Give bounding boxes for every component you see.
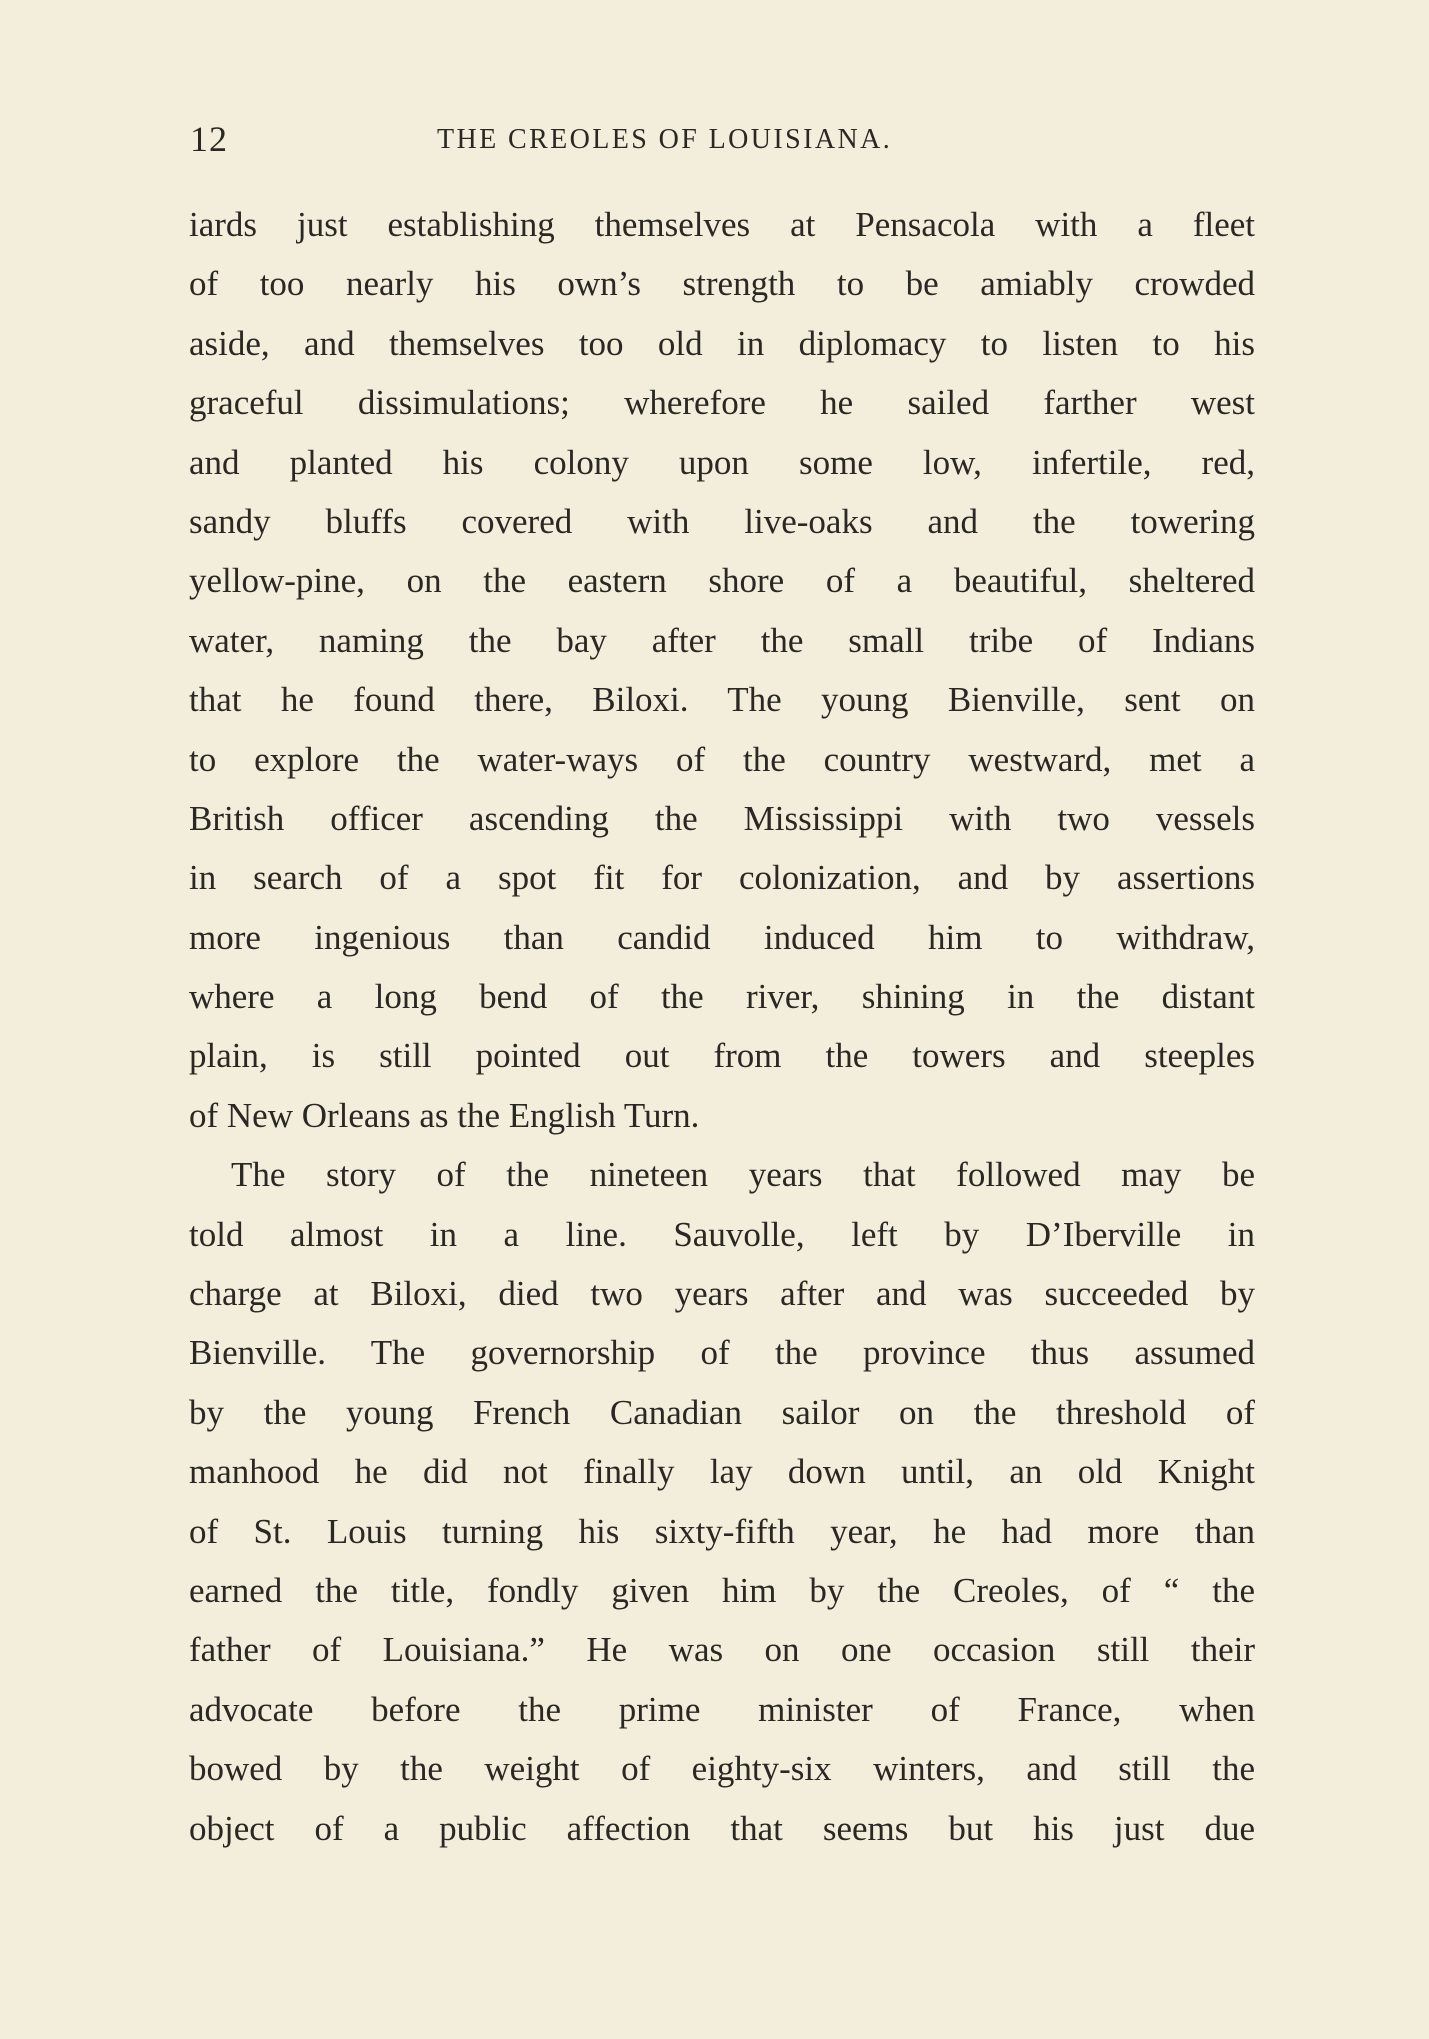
text-line: manhood he did not finally lay down until, an old Knight bbox=[189, 1452, 1255, 1492]
text-line: of too nearly his own’s strength to be amiably crowded bbox=[189, 264, 1255, 304]
text-line: object of a public affection that seems but his just due bbox=[189, 1808, 1255, 1848]
text-line: where a long bend of the river, shining in the distant bbox=[189, 977, 1255, 1017]
text-line: by the young French Canadian sailor on the threshold of bbox=[189, 1392, 1255, 1432]
text-line: iards just establishing themselves at Pensacola with a fleet bbox=[189, 205, 1255, 244]
text-line: more ingenious than candid induced him to withdraw, bbox=[189, 917, 1255, 957]
text-line: to explore the water-ways of the country westward, met a bbox=[189, 739, 1255, 779]
text-line: plain, is still pointed out from the towers and steeples bbox=[189, 1036, 1255, 1076]
page-header bbox=[190, 118, 1255, 162]
text-line: graceful dissimulations; wherefore he sailed farther west bbox=[189, 383, 1255, 423]
text-line: British officer ascending the Mississippi with two vessels bbox=[189, 798, 1255, 838]
text-line: that he found there, Biloxi. The young Bienville, sent on bbox=[189, 680, 1255, 720]
text-line: told almost in a line. Sauvolle, left by D’Iberville in bbox=[189, 1214, 1255, 1254]
text-line: and planted his colony upon some low, infertile, red, bbox=[189, 442, 1255, 482]
page-number: 12 bbox=[190, 119, 228, 159]
text-line: The story of the nineteen years that followed may be bbox=[231, 1155, 1255, 1195]
text-line: in search of a spot fit for colonization, and by assertions bbox=[189, 858, 1255, 898]
text-line: of New Orleans as the English Turn. bbox=[189, 1095, 700, 1135]
text-line: charge at Biloxi, died two years after and was succeeded by bbox=[189, 1274, 1255, 1314]
body-text bbox=[189, 195, 1255, 1858]
text-line: bowed by the weight of eighty-six winters, and still the bbox=[189, 1749, 1255, 1789]
text-line: sandy bluffs covered with live-oaks and the towering bbox=[189, 501, 1255, 541]
text-line: earned the title, fondly given him by the Creoles, of “ the bbox=[189, 1570, 1255, 1610]
running-title: THE CREOLES OF LOUISIANA. bbox=[437, 124, 893, 155]
text-line: of St. Louis turning his sixty-fifth year, he had more than bbox=[189, 1511, 1255, 1551]
text-line: advocate before the prime minister of France, when bbox=[189, 1689, 1255, 1729]
text-line: yellow-pine, on the eastern shore of a beautiful, sheltered bbox=[189, 561, 1255, 601]
text-line: water, naming the bay after the small tribe of Indians bbox=[189, 620, 1255, 660]
text-line: father of Louisiana.” He was on one occasion still their bbox=[189, 1630, 1255, 1670]
text-line: aside, and themselves too old in diplomacy to listen to his bbox=[189, 323, 1255, 363]
text-line: Bienville. The governorship of the province thus assumed bbox=[189, 1333, 1255, 1373]
